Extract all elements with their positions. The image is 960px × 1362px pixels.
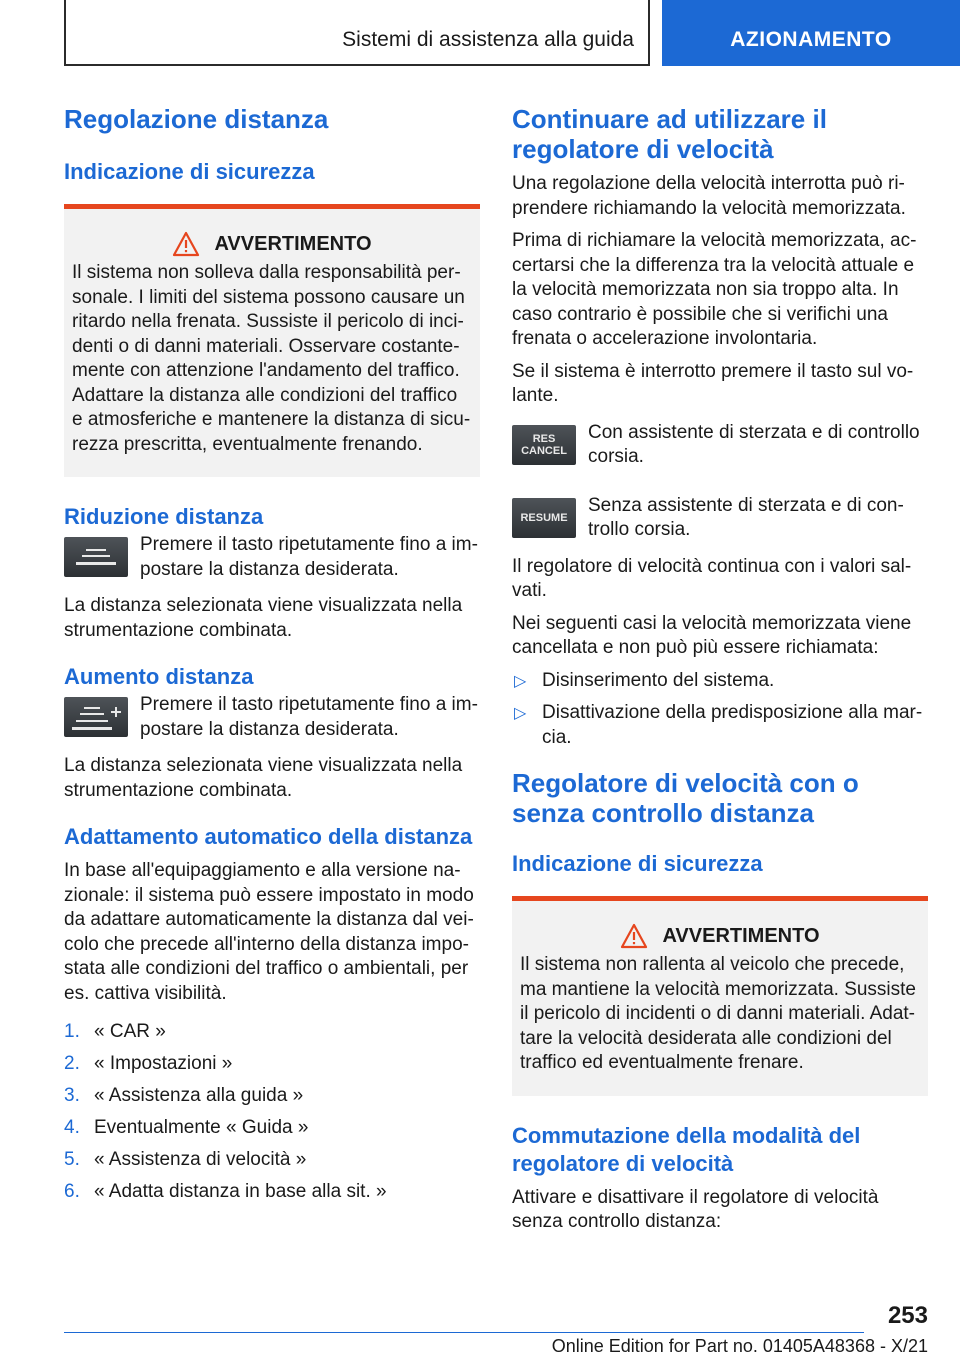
warning-title <box>520 923 920 949</box>
resume-text: Senza assistente di sterzata e di con-trollo corsia. <box>588 494 904 540</box>
header-chapter-tab <box>662 0 960 66</box>
resume-button-icon: RESUME <box>512 498 576 538</box>
res-cancel-button-icon: RES CANCEL <box>512 425 576 465</box>
list-item: 6. « Adatta distanza in base alla sit. » <box>64 1181 387 1202</box>
continue-p4: Il regolatore di velocità continua con i valori sal-vati. <box>512 555 912 601</box>
warning-text: Il sistema non rallenta al veicolo che precede, ma mantiene la velocità memorizzata. Sussiste il pericolo di incidenti o di danni materiali. Adat-tare la velocità desiderata alle condizioni del traffico ed eventualmente frenare. <box>520 954 916 1073</box>
increase-distance-text: Premere il tasto ripetutamente fino a im-postare la distanza desiderata. <box>140 694 478 740</box>
reduce-distance-after: La distanza selezionata viene visualizzata nella strumentazione combinata. <box>64 595 463 641</box>
list-item: ▷ Disattivazione della predisposizione alla mar-cia. <box>514 702 923 748</box>
page-number: 253 <box>887 1302 928 1329</box>
section-title-continue: Continuare ad utilizzare il regolatore di velocità <box>512 104 827 164</box>
heading-auto-distance: Adattamento automatico della distanza <box>64 824 473 849</box>
footer-edition: Online Edition for Part no. 01405A48368 - X/21 <box>551 1336 928 1356</box>
warning-title-text: AVVERTIMENTO <box>662 924 820 947</box>
safety-heading-regulator: Indicazione di sicurezza <box>512 851 763 876</box>
header-section-box <box>64 0 650 66</box>
warning-triangle-icon <box>172 231 200 257</box>
warning-title <box>72 231 472 257</box>
section-title-regulator: Regolatore di velocità con o senza controllo distanza <box>512 768 859 828</box>
increase-distance-row <box>64 693 480 742</box>
continue-p3: Se il sistema è interrotto premere il tasto sul vo-lante. <box>512 360 914 406</box>
continue-p2: Prima di richiamare la velocità memorizzata, ac-certarsi che la differenza tra la velocità attuale e la velocità memorizzata non sia troppo alta. In caso contrario è possibile che si verifichi una frenata o accelerazione involontaria. <box>512 230 917 349</box>
header-chapter-label: AZIONAMENTO <box>730 28 892 51</box>
list-item: 1. « CAR » <box>64 1021 166 1042</box>
res-cancel-row <box>512 421 928 470</box>
warning-title-text: AVVERTIMENTO <box>214 232 372 255</box>
reduce-distance-row <box>64 533 480 582</box>
list-item: 3. « Assistenza alla guida » <box>64 1085 304 1106</box>
triangle-bullet-icon: ▷ <box>514 705 527 722</box>
res-cancel-text: Con assistente di sterzata e di controllo corsia. <box>588 421 920 467</box>
warning-text: Il sistema non solleva dalla responsabilità per-sonale. I limiti del sistema possono causare un ritardo nella frenata. Sussiste il pericolo di inci-denti o di danni materiali. Osservare costante-mente con attenzione l'andamento del traffico. Adattare la distanza alle condizioni del traffico e atmosferiche e mantenere la distanza di sicu-rezza prescritta, eventualmente frenando. <box>72 262 471 455</box>
left-column <box>64 100 480 1212</box>
warning-box <box>64 204 480 477</box>
distance-increase-button-icon <box>64 697 128 737</box>
continue-p5: Nei seguenti casi la velocità memorizzata viene cancellata e non può più essere richiamata: <box>512 612 912 658</box>
auto-distance-text: In base all'equipaggiamento e alla versione na-zionale: il sistema può essere impostato in modo da adattare automaticamente la distanza dal vei-colo che precede all'interno della distanza impo-stata alle condizioni del traffico o ambientali, per es. cattiva visibilità. <box>64 860 474 1004</box>
header-section-title: Sistemi di assistenza alla guida <box>342 28 634 51</box>
list-item: 2. « Impostazioni » <box>64 1053 233 1074</box>
continue-p1: Una regolazione della velocità interrotta può ri-prendere richiamando la velocità memorizzata. <box>512 173 906 219</box>
auto-distance-steps <box>64 1020 480 1205</box>
footer-divider <box>64 1332 864 1333</box>
right-column <box>512 100 928 1235</box>
warning-triangle-icon <box>620 923 648 949</box>
page-header <box>0 0 960 66</box>
heading-reduce-distance: Riduzione distanza <box>64 504 264 529</box>
switch-mode-text: Attivare e disattivare il regolatore di velocità senza controllo distanza: <box>512 1186 879 1232</box>
list-item: 4. Eventualmente « Guida » <box>64 1117 309 1138</box>
triangle-bullet-icon: ▷ <box>514 672 527 690</box>
list-item: 5. « Assistenza di velocità » <box>64 1149 307 1170</box>
cancel-cases-list <box>512 669 928 751</box>
warning-box-regulator <box>512 896 928 1096</box>
distance-decrease-button-icon <box>64 537 128 577</box>
list-item: ▷ Disinserimento del sistema. <box>512 669 928 694</box>
safety-heading: Indicazione di sicurezza <box>64 159 315 184</box>
section-title-distance: Regolazione distanza <box>64 104 329 134</box>
reduce-distance-text: Premere il tasto ripetutamente fino a im-postare la distanza desiderata. <box>140 534 478 580</box>
heading-switch-mode: Commutazione della modalità del regolatore di velocità <box>512 1122 861 1176</box>
increase-distance-after: La distanza selezionata viene visualizzata nella strumentazione combinata. <box>64 755 463 801</box>
resume-row <box>512 494 928 543</box>
heading-increase-distance: Aumento distanza <box>64 664 254 689</box>
